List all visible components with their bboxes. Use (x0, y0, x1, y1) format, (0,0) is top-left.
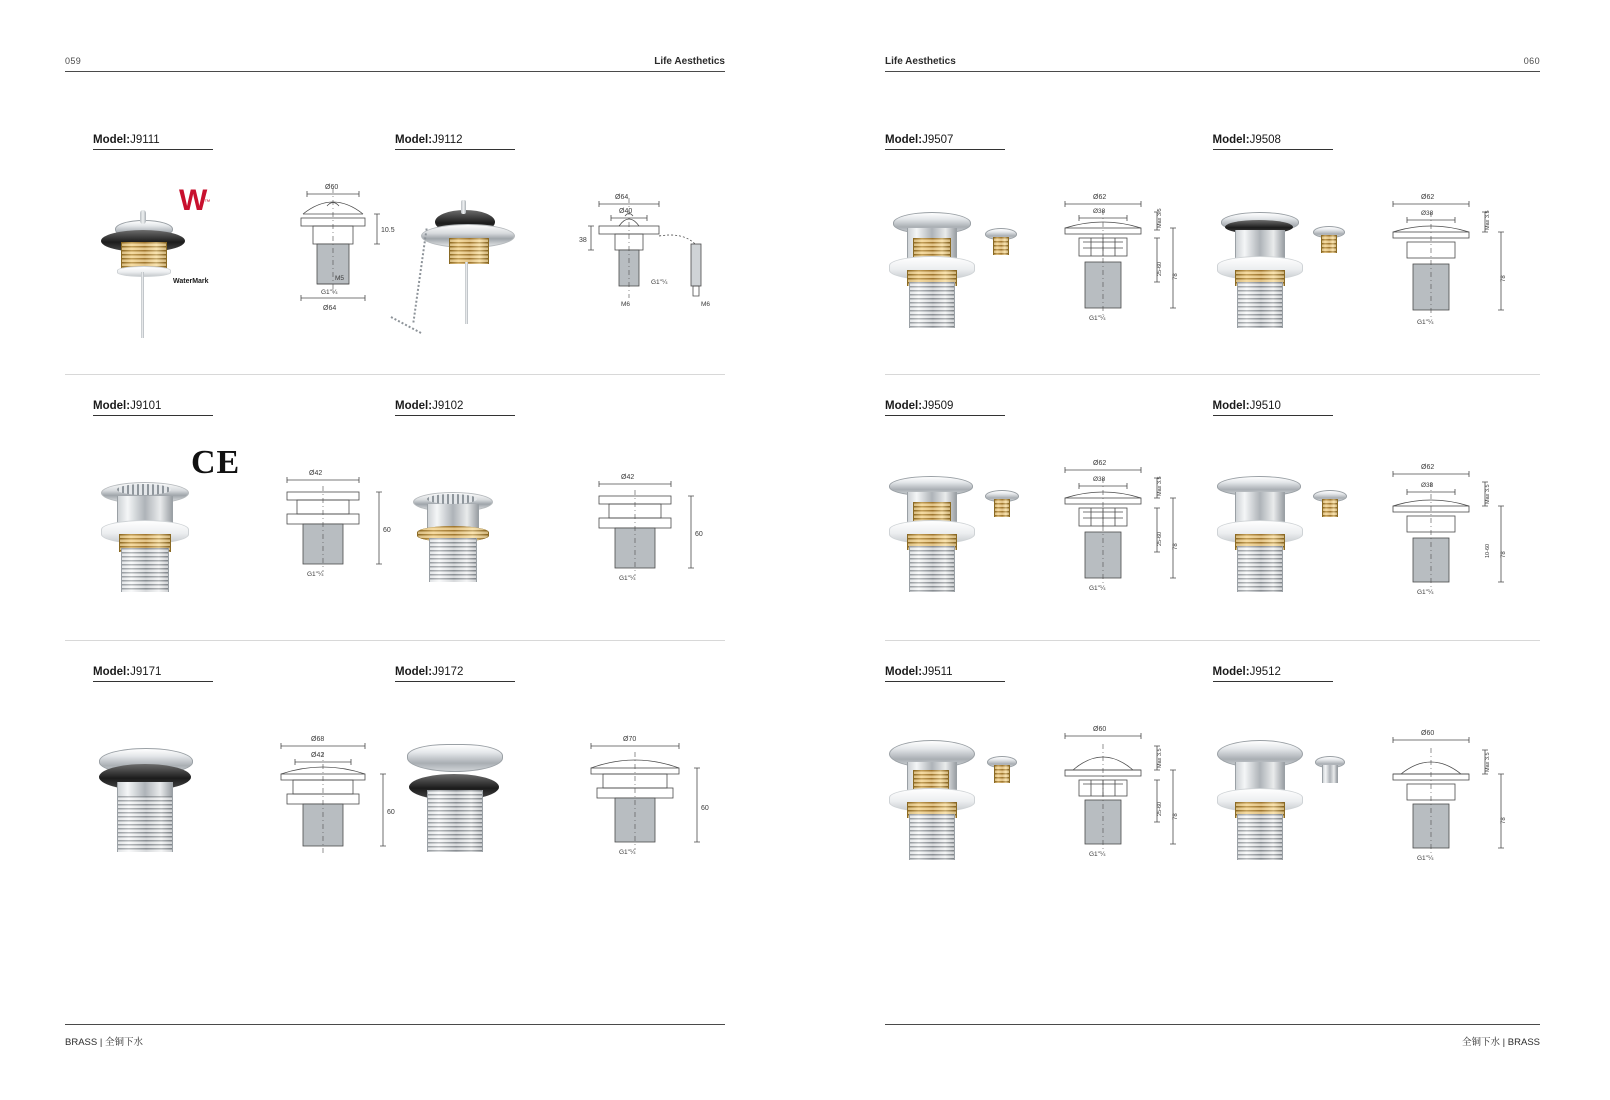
product-art (395, 168, 725, 368)
product-label (1213, 400, 1333, 416)
photo-threaded-barrel (909, 814, 955, 860)
product-art (93, 700, 395, 900)
product-label (93, 134, 213, 150)
header-rule (65, 71, 725, 72)
technical-drawing (575, 462, 765, 622)
product-cell-j9511 (885, 640, 1213, 906)
product-label (885, 666, 1005, 682)
photo-threaded-barrel (121, 548, 169, 592)
product-art (1213, 434, 1541, 634)
technical-drawing (1045, 178, 1235, 358)
photo-grate (427, 494, 477, 504)
footer-text-right: 全铜下水 | BRASS (1462, 1037, 1540, 1048)
product-row (65, 640, 725, 906)
model-code: J9512 (1249, 666, 1281, 678)
photo-threaded-barrel (429, 538, 477, 582)
product-label (395, 400, 515, 416)
header-rule (885, 71, 1540, 72)
footer-text-left: BRASS | 全铜下水 (65, 1037, 143, 1048)
dim-m6-a: M6 (621, 301, 631, 308)
dim-m6-b: M6 (701, 301, 711, 308)
product-cell-j9508 (1213, 108, 1541, 374)
technical-drawing (1373, 448, 1563, 628)
model-prefix: Model: (885, 666, 923, 678)
photo-accessory-stem (994, 765, 1010, 783)
photo-chain (412, 228, 427, 322)
product-cell-j9111 (65, 108, 395, 374)
dim-d68: Ø68 (311, 736, 325, 743)
dim-d42: Ø42 (311, 752, 325, 759)
dim-g114: G1"¼ (1416, 319, 1433, 326)
photo-accessory-stem (1322, 499, 1338, 517)
product-cell-j9171 (65, 640, 395, 906)
dim-d70: Ø70 (623, 736, 637, 743)
dim-g114: G1"¼ (651, 279, 668, 286)
dim-38: 38 (579, 237, 587, 244)
dim-g114: G1"¼ (321, 289, 338, 296)
product-row (885, 108, 1540, 374)
dim-d60: Ø60 (1420, 730, 1434, 737)
product-art (1213, 168, 1541, 368)
dim-2560: 25-60 (1157, 801, 1163, 816)
dim-d64: Ø64 (323, 305, 337, 312)
dim-g114: G1"¼ (619, 575, 636, 582)
dim-d38: Ø38 (1093, 208, 1106, 215)
dim-1060: 10-60 (1484, 543, 1491, 558)
product-label (93, 666, 213, 682)
dim-max35: Max 3.5 (1157, 748, 1163, 768)
dim-78: 78 (1500, 817, 1507, 824)
photo-chain-tail (391, 316, 422, 334)
product-cell-j9101 (65, 374, 395, 640)
product-label (885, 134, 1005, 150)
product-label (1213, 666, 1333, 682)
photo-brass-insert (913, 770, 949, 790)
dim-d38: Ø38 (1093, 476, 1106, 483)
model-code: J9111 (130, 134, 160, 146)
left-page-header (65, 50, 725, 72)
dim-g114: G1"¼ (1089, 585, 1106, 592)
footer-rule (885, 1024, 1540, 1025)
dim-105: 10.5 (381, 227, 395, 234)
model-prefix: Model: (885, 134, 923, 146)
product-row (65, 108, 725, 374)
dim-d60: Ø60 (1093, 726, 1107, 733)
photo-accessory-stem (1322, 765, 1338, 783)
product-label (395, 666, 515, 682)
dim-g114: G1"¼ (1416, 855, 1433, 862)
product-cell-j9112 (395, 108, 725, 374)
photo-threaded-barrel (1237, 282, 1283, 328)
page-folio-left: 059 (65, 56, 82, 66)
model-code: J9102 (432, 400, 464, 412)
footer-rule (65, 1024, 725, 1025)
dim-78: 78 (1173, 813, 1179, 820)
technical-drawing (575, 178, 765, 358)
photo-knob (140, 210, 146, 224)
photo-brass-body (449, 238, 489, 264)
dim-m5: M5 (335, 275, 345, 282)
dim-60: 60 (695, 531, 703, 538)
ce-mark-icon: CE (191, 444, 241, 481)
model-code: J9171 (130, 666, 162, 678)
product-cell-j9172 (395, 640, 725, 906)
watermark-wordmark: WaterMark (173, 278, 209, 285)
photo-accessory-stem (994, 499, 1010, 517)
product-art (395, 700, 725, 900)
technical-drawing (1373, 714, 1563, 894)
photo-threaded-barrel (909, 282, 955, 328)
right-page-footer (885, 1024, 1540, 1048)
watermark-logo-icon (179, 184, 211, 217)
model-prefix: Model: (1212, 666, 1250, 678)
dim-d62: Ø62 (1420, 464, 1434, 471)
product-row (885, 640, 1540, 906)
product-cell-j9510 (1213, 374, 1541, 640)
model-code: J9101 (130, 400, 162, 412)
dim-78: 78 (1500, 275, 1507, 282)
dim-2560: 25-60 (1157, 531, 1163, 546)
dim-60: 60 (387, 809, 395, 816)
dim-78: 78 (1173, 543, 1179, 550)
photo-washer (117, 266, 171, 277)
photo-rod (465, 262, 468, 324)
model-code: J9510 (1249, 400, 1281, 412)
model-prefix: Model: (395, 666, 433, 678)
dim-max35: Max 3.5 (1484, 484, 1491, 504)
dim-g114: G1"¼ (1089, 315, 1106, 322)
photo-threaded-barrel (427, 790, 483, 852)
trademark-glyph: ™ (204, 199, 211, 206)
dim-g114: G1"¼ (1416, 589, 1433, 596)
product-label (885, 400, 1005, 416)
photo-eyelet (461, 200, 466, 214)
model-prefix: Model: (1212, 134, 1250, 146)
dim-d38: Ø38 (1420, 482, 1433, 489)
product-art (93, 434, 395, 634)
model-prefix: Model: (93, 134, 131, 146)
left-page-footer (65, 1024, 725, 1048)
dim-60: 60 (383, 527, 391, 534)
model-prefix: Model: (885, 400, 923, 412)
product-art (885, 168, 1213, 368)
technical-drawing (1045, 444, 1235, 624)
dim-g114: G1"¼ (619, 849, 636, 856)
dim-60: 60 (701, 805, 709, 812)
model-prefix: Model: (93, 666, 131, 678)
technical-drawing (575, 724, 765, 894)
model-code: J9172 (432, 666, 464, 678)
photo-brass-insert (913, 502, 951, 522)
photo-threaded-barrel (1237, 814, 1283, 860)
dim-78: 78 (1500, 551, 1507, 558)
technical-drawing (1373, 178, 1563, 358)
photo-brass-insert (913, 238, 951, 258)
product-art (885, 434, 1213, 634)
page-folio-right: 060 (1523, 56, 1540, 66)
photo-threaded-barrel (117, 796, 173, 852)
dim-g114: G1"¼ (307, 571, 324, 578)
product-row (885, 374, 1540, 640)
model-prefix: Model: (1212, 400, 1250, 412)
dim-max35: Max 3.5 (1157, 476, 1163, 496)
dim-d42: Ø42 (621, 474, 635, 481)
product-cell-j9509 (885, 374, 1213, 640)
dim-d64: Ø64 (615, 194, 629, 201)
model-code: J9112 (432, 134, 463, 146)
dim-d42: Ø42 (309, 470, 323, 477)
model-prefix: Model: (395, 134, 433, 146)
product-cell-j9512 (1213, 640, 1541, 906)
dim-max35: Max 3.5 (1157, 208, 1163, 228)
product-row (65, 374, 725, 640)
photo-rod (141, 272, 144, 338)
dim-d62: Ø62 (1420, 194, 1434, 201)
technical-drawing (1045, 710, 1235, 890)
photo-threaded-barrel (909, 546, 955, 592)
brandline-left: Life Aesthetics (654, 55, 725, 67)
watermark-w-glyph: W (179, 184, 205, 217)
photo-accessory-stem (993, 237, 1009, 255)
dim-d40: Ø40 (619, 208, 633, 215)
photo-threaded-barrel (1237, 546, 1283, 592)
dim-d38: Ø38 (1420, 210, 1433, 217)
left-product-grid (65, 108, 725, 906)
product-art (395, 434, 725, 634)
model-prefix: Model: (395, 400, 433, 412)
product-label (1213, 134, 1333, 150)
photo-cap (407, 744, 503, 772)
dim-max35: Max 3.5 (1484, 210, 1491, 230)
right-page-header (885, 50, 1540, 72)
dim-d62: Ø62 (1093, 460, 1107, 467)
model-code: J9507 (922, 134, 954, 146)
dim-d62: Ø62 (1093, 194, 1107, 201)
product-label (93, 400, 213, 416)
product-art (1213, 700, 1541, 900)
dim-max35: Max 3.5 (1484, 752, 1491, 772)
product-art (93, 168, 395, 368)
photo-accessory-stem (1321, 235, 1337, 253)
photo-grate (117, 484, 171, 495)
dim-78: 78 (1173, 273, 1179, 280)
product-cell-j9102 (395, 374, 725, 640)
product-cell-j9507 (885, 108, 1213, 374)
dim-g114: G1"¼ (1089, 851, 1106, 858)
product-label (395, 134, 515, 150)
dim-2560: 25-60 (1157, 261, 1163, 276)
model-code: J9511 (922, 666, 953, 678)
right-page (805, 0, 1610, 1100)
model-code: J9509 (922, 400, 954, 412)
model-code: J9508 (1249, 134, 1281, 146)
product-art (885, 700, 1213, 900)
dim-d60: Ø60 (325, 184, 339, 191)
right-product-grid (885, 108, 1540, 906)
brandline-right: Life Aesthetics (885, 55, 956, 67)
model-prefix: Model: (93, 400, 131, 412)
